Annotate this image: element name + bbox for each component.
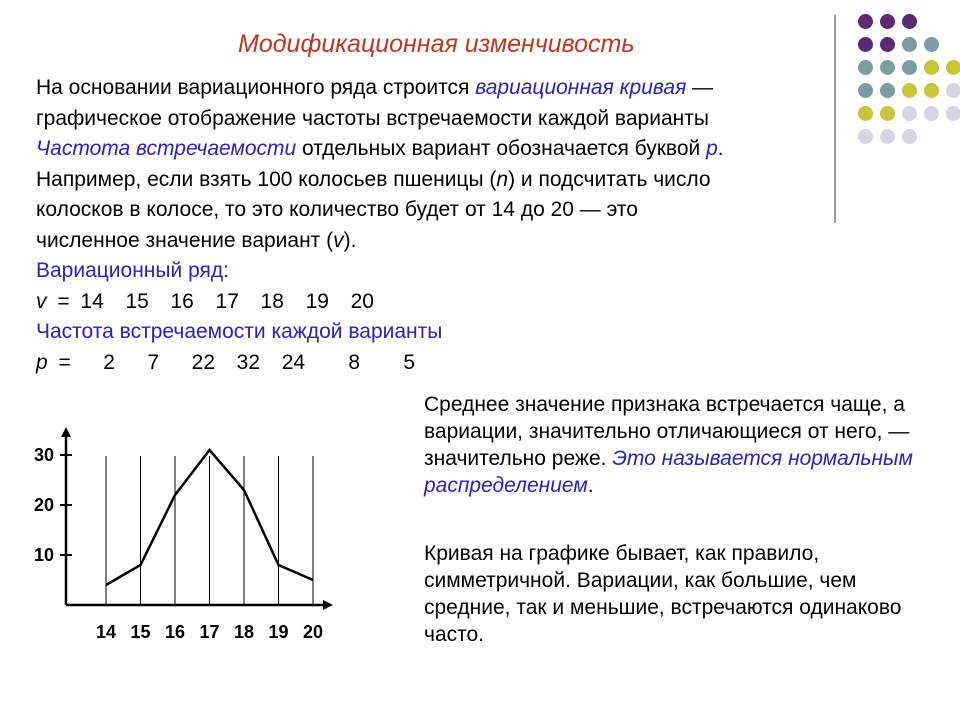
y-tick-label: 30	[34, 445, 55, 465]
text-line-6: численное значение вариант (v).	[36, 228, 357, 252]
term-normal-distribution: Это называется нормальным распределением	[424, 447, 913, 497]
term-frequency: Частота встречаемости	[36, 137, 297, 160]
text-line-3: Частота встречаемости отдельных вариант обозначается буквой р.	[36, 137, 724, 160]
x-tick-label: 16	[164, 622, 186, 642]
x-tick-label: 20	[302, 622, 324, 642]
x-tick-label: 19	[268, 622, 289, 642]
slide-title: Модификационная изменчивость	[238, 30, 635, 58]
variation-series-values: v = 14 15 16 17 18 19 20	[36, 289, 374, 313]
y-tick-label: 10	[34, 545, 55, 565]
variation-series-heading: Вариационный ряд:	[36, 259, 229, 282]
x-tick-label: 18	[233, 622, 255, 642]
text-line-1: На основании вариационного ряда строится вариационная кривая —	[36, 76, 714, 99]
x-tick-label: 15	[130, 622, 151, 642]
normal-distribution-text: Среднее значение признака встречается чаще, а вариации, значительно отличающиеся от него, — значительно реже. Это называется нормальным распределением.	[424, 393, 913, 497]
y-tick-label: 20	[34, 495, 55, 515]
x-tick-label: 17	[199, 622, 220, 642]
frequency-heading: Частота встречаемости каждой варианты	[36, 320, 443, 343]
frequency-values: р = 2 7 22 32 24 8 5	[36, 350, 416, 374]
x-tick-label: 14	[95, 622, 117, 642]
text-line-4: Например, если взять 100 колосьев пшеницы (n) и подсчитать число	[36, 167, 711, 191]
symmetry-text: Кривая на графике бывает, как правило, симметричной. Вариации, как большие, чем средние, так и меньшие, встречаются одинаково часто.	[424, 542, 902, 646]
term-variation-curve: вариационная кривая	[475, 76, 687, 99]
text-line-5: колосков в колосе, то это количество будет от 14 до 20 — это	[36, 198, 638, 221]
text-line-2: графическое отображение частоты встречаемости каждой варианты	[36, 106, 709, 130]
